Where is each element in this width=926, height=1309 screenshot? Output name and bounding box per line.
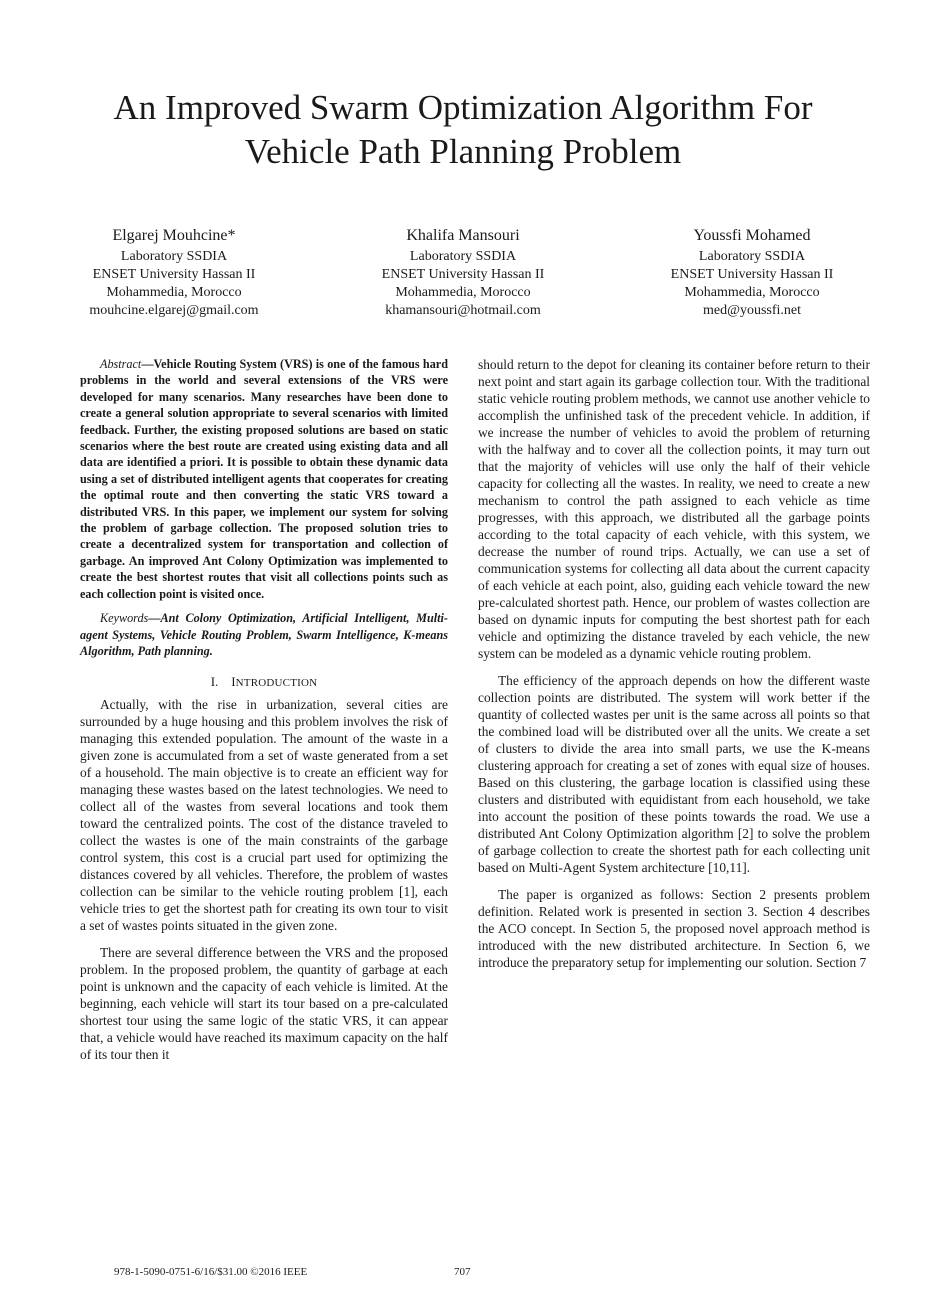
page-number: 707 [454,1266,471,1278]
title-line-2: Vehicle Path Planning Problem [244,132,682,171]
author-city: Mohammedia, Morocco [684,285,820,300]
left-column [80,356,448,1063]
section-heading-introduction [80,673,448,692]
author-university: ENSET University Hassan II [670,267,834,282]
keywords-label: Keywords [100,611,149,626]
author-city: Mohammedia, Morocco [106,285,242,300]
abstract-label: Abstract [100,357,142,371]
title-line-1: An Improved Swarm Optimization Algorithm For [113,88,813,127]
author-email: med@youssfi.net [702,303,802,318]
section-title-rest: NTRODUCTION [235,677,318,690]
paper-title [40,86,886,174]
author-block-1 [24,226,324,320]
abstract-dash: — [141,357,154,371]
author-name: Youssfi Mohamed [693,227,811,244]
author-email: mouhcine.elgarej@gmail.com [89,303,259,318]
right-column [478,356,870,971]
abstract [80,356,448,602]
section-number: I. [210,674,219,690]
paragraph: The paper is organized as follows: Section 2 presents problem definition. Related work is presented in section 3. Section 4 describes the ACO concept. In Section 5, the proposed novel approach method is introduced with the new distributed architecture. In Section 6, we introduce the preparatory setup for implementing our solution. Section 7 [478,887,870,970]
abstract-text: Vehicle Routing System (VRS) is one of the famous hard problems in the world and several extensions of the VRS were developed for many scenarios. Many researches have been done to create a general solution appropriate to several scenarios with limited feedback. Further, the existing proposed solutions are based on static scenarios where the best route are created using existing data and all data are identified a priori. It is possible to obtain these dynamic data using a set of distributed intelligent agents that cooperates for creating the optimal route and then converting the static VRS toward a distributed VRS. In this paper, we implement our system for solving the problem of garbage collection. The proposed solution tries to create a decentralized system for transportation and collection of garbage. An improved Ant Colony Optimization was implemented to create the best shortest routes that visit all collections points such as each collection point is visited once. [80,357,448,601]
paragraph: should return to the depot for cleaning its container before return to their next point and start again its garbage collection tour. With the traditional static vehicle routing problem methods, we cannot use another vehicle to accomplish the unfinished task of the precedent vehicle. In addition, if we increase the number of vehicles to avoid the problem of returning with the halfway and to cover all the collection points, it may turn out that the majority of vehicles will use only the half of their vehicle capacity for collecting all the wastes. In reality, we need to create a new mechanism to control the path assigned to each vehicle as time progresses, with this approach, we distributed all the garbage points according to the total capacity of each vehicle, with this system, we decrease the number of round trips. Actually, we can use a set of communication systems for collecting all data about the current capacity of each vehicle at each point, also, guiding each vehicle toward the new pre-calculated shortest path. Hence, our problem of wastes collection are based on dynamic inputs for computing the best shortest path for each vehicle and optimizing the distance traveled by each vehicle, the new system can be modeled as a dynamic vehicle routing problem. [478,357,870,661]
paragraph: Actually, with the rise in urbanization, several cities are surrounded by a huge housing and this problem involves the risk of managing this extended population. The amount of the waste in a given zone is accumulated from a set of waste generated from a set of a household. The main objective is to create an efficient way for managing these wastes based on the latest technologies. We need to collect all of the wastes from several locations and took them toward the centralized points. The cost of the distance traveled to collect the wastes is one of the main constraints of the garbage control system, this cost is a crucial part used for optimizing the distances covered by all vehicles. Therefore, the problem of wastes collection can be similar to the vehicle routing problem [1], each vehicle tries to get the shortest path for creating its own tour to visit a set of wastes points situated in the given zone. [80,697,448,934]
footer-copyright: 978-1-5090-0751-6/16/$31.00 ©2016 IEEE [114,1266,308,1278]
author-block-3 [602,226,902,320]
author-lab: Laboratory SSDIA [698,249,806,264]
author-lab: Laboratory SSDIA [409,249,517,264]
author-name: Elgarej Mouhcine* [112,227,236,244]
author-lab: Laboratory SSDIA [120,249,228,264]
keywords [80,610,448,659]
author-email: khamansouri@hotmail.com [385,303,541,318]
author-university: ENSET University Hassan II [92,267,256,282]
author-university: ENSET University Hassan II [381,267,545,282]
author-block-2 [313,226,613,320]
author-name: Khalifa Mansouri [406,227,520,244]
author-city: Mohammedia, Morocco [395,285,531,300]
keywords-dash: — [148,611,161,626]
section-title-initial: I [231,674,236,690]
keywords-text: Ant Colony Optimization, Artificial Intelligent, Multi-agent Systems, Vehicle Routing Problem, Swarm Intelligence, K-means Algorithm, Path planning. [80,611,448,658]
paragraph: The efficiency of the approach depends on how the different waste collection points are distributed. The system will work better if the quantity of collected wastes per unit is the same across all points so that the combined load will be distributed over all the units. We create a set of clusters to divide the area into small parts, we use the K-means clustering approach for creating a set of zones with equal size of houses. Based on this clustering, the garbage location is classified using these clusters and distributed with equidistant from each household, we take into account the position of these points towards the road. We use a distributed Ant Colony Optimization algorithm [2] to solve the problem of garbage collection to create the shortest path for each collecting unit based on Multi-Agent System architecture [10,11]. [478,673,870,875]
paragraph: There are several difference between the VRS and the proposed problem. In the proposed problem, the quantity of garbage at each point is unknown and the capacity of each vehicle is limited. At the beginning, each vehicle will start its tour based on a pre-calculated shortest tour using the same logic of the static VRS, it can appear that, a vehicle would have reached its maximum capacity on the half of its tour then it [80,945,448,1063]
